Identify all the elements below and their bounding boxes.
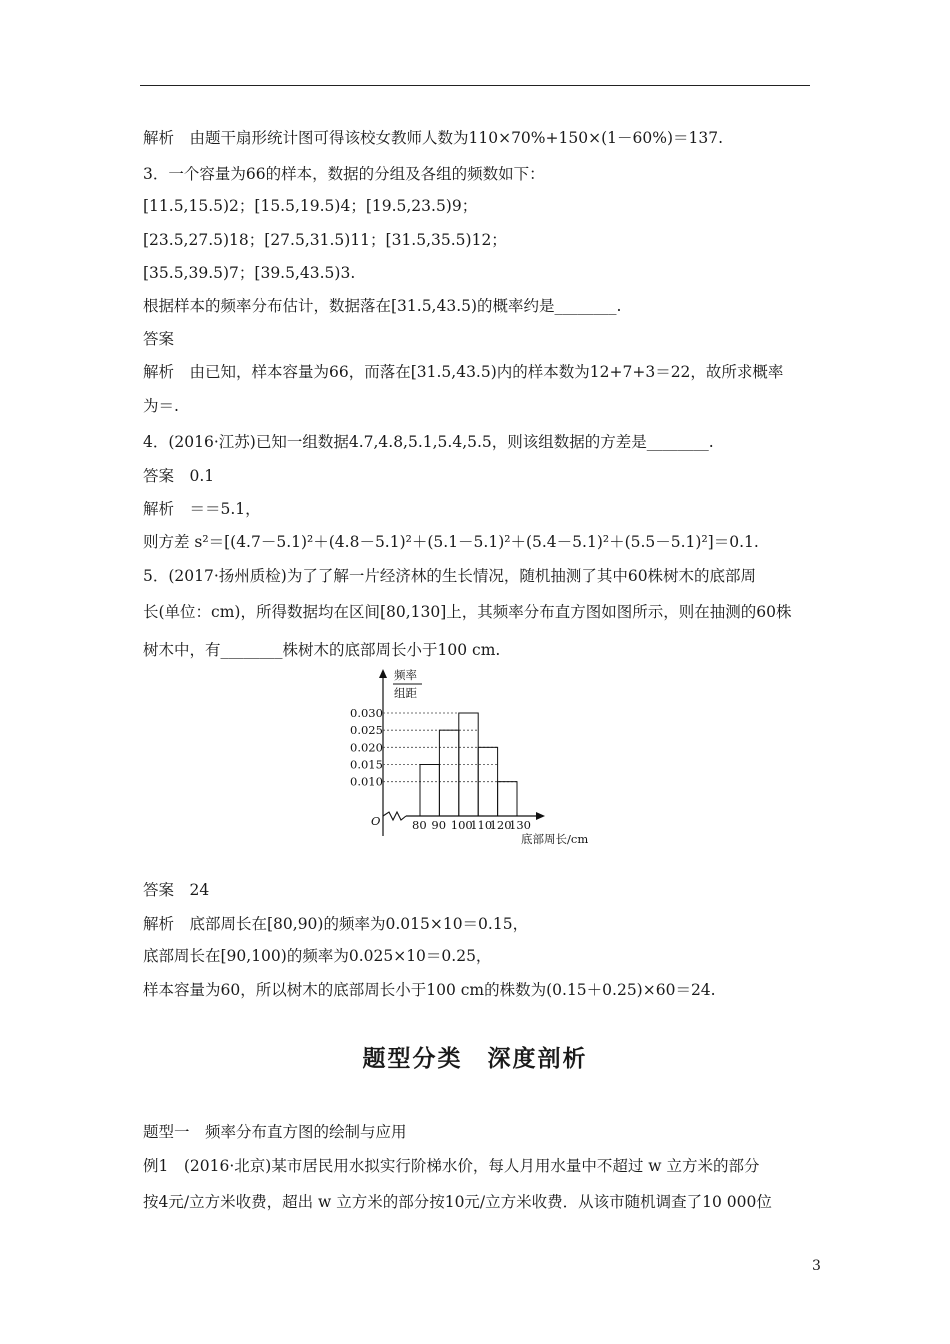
text-line: 为＝. <box>143 397 179 415</box>
y-tick-label: 0.015 <box>350 757 383 772</box>
histogram-bar <box>498 782 517 816</box>
text-line: 例1 (2016·北京)某市居民用水拟实行阶梯水价，每人月用水量中不超过 w 立方米的部分 <box>143 1157 760 1175</box>
histogram-bar <box>420 765 439 817</box>
y-tick-label: 0.010 <box>350 774 383 789</box>
text-line: 题型一 频率分布直方图的绘制与应用 <box>143 1123 407 1141</box>
page-number: 3 <box>812 1258 821 1274</box>
text-line: 按4元/立方米收费，超出 w 立方米的部分按10元/立方米收费．从该市随机调查了10 000位 <box>143 1193 772 1211</box>
text-line: 解析 ＝＝5.1， <box>143 500 261 518</box>
y-tick-label: 0.020 <box>350 740 383 755</box>
text-line: [11.5,15.5)2；[15.5,19.5)4；[19.5,23.5)9； <box>143 197 478 215</box>
text-line: 5．(2017·扬州质检)为了了解一片经济林的生长情况，随机抽测了其中60株树木的底部周 <box>143 567 757 585</box>
text-line: 答案 <box>143 330 175 348</box>
x-tick-label: 80 <box>412 818 427 832</box>
text-line: 3．一个容量为66的样本，数据的分组及各组的频数如下： <box>143 165 545 183</box>
x-tick-label: 100 <box>450 818 473 832</box>
y-tick-label: 0.025 <box>350 723 383 738</box>
x-tick-label: 130 <box>509 818 531 832</box>
text-line: 树木中，有________株树木的底部周长小于100 cm. <box>143 641 501 659</box>
histogram-chart <box>350 666 610 856</box>
text-line: 根据样本的频率分布估计，数据落在[31.5,43.5)的概率约是________. <box>143 297 622 315</box>
text-line: 解析 由已知，样本容量为66，而落在[31.5,43.5)内的样本数为12+7+3＝22，故所求概率 <box>143 363 784 381</box>
text-line: [35.5,39.5)7；[39.5,43.5)3. <box>143 264 356 282</box>
section-title: 题型分类 深度剖析 <box>362 1046 588 1072</box>
axis-break-mark <box>383 812 406 820</box>
text-line: 答案 0.1 <box>143 467 215 485</box>
histogram-figure <box>350 666 610 856</box>
text-line: 解析 底部周长在[80,90)的频率为0.015×10＝0.15， <box>143 915 529 933</box>
x-axis-arrow <box>536 812 545 820</box>
header-rule <box>140 85 810 86</box>
text-line: 底部周长在[90,100)的频率为0.025×10＝0.25， <box>143 947 492 965</box>
y-axis-label-top: 频率 <box>394 668 417 682</box>
x-tick-label: 120 <box>489 818 512 832</box>
x-tick-label: 90 <box>431 818 447 832</box>
text-line: 样本容量为60，所以树木的底部周长小于100 cm的株数为(0.15＋0.25)×60＝24. <box>143 981 716 999</box>
origin-label: O <box>371 814 381 828</box>
text-line: 解析 由题干扇形统计图可得该校女教师人数为110×70%+150×(1－60%)＝137. <box>143 129 724 147</box>
y-tick-label: 0.030 <box>350 706 383 720</box>
text-line: 则方差 s²＝[(4.7－5.1)²＋(4.8－5.1)²＋(5.1－5.1)²＋(5.4－5.1)²＋(5.5－5.1)²]＝0.1. <box>143 533 759 551</box>
text-line: [23.5,27.5)18；[27.5,31.5)11；[31.5,35.5)12； <box>143 231 507 249</box>
histogram-bar <box>439 730 458 816</box>
x-axis-label: 底部周长/cm <box>521 832 589 846</box>
text-line: 答案 24 <box>143 881 210 899</box>
text-line: 长(单位：cm)，所得数据均在区间[80,130]上，其频率分布直方图如图所示，则在抽测的60株 <box>143 603 792 621</box>
text-line: 4．(2016·江苏)已知一组数据4.7,4.8,5.1,5.4,5.5，则该组数据的方差是________. <box>143 433 714 451</box>
y-axis-arrow <box>379 669 387 678</box>
y-axis-label-bottom: 组距 <box>394 686 417 700</box>
x-tick-label: 110 <box>470 818 493 832</box>
